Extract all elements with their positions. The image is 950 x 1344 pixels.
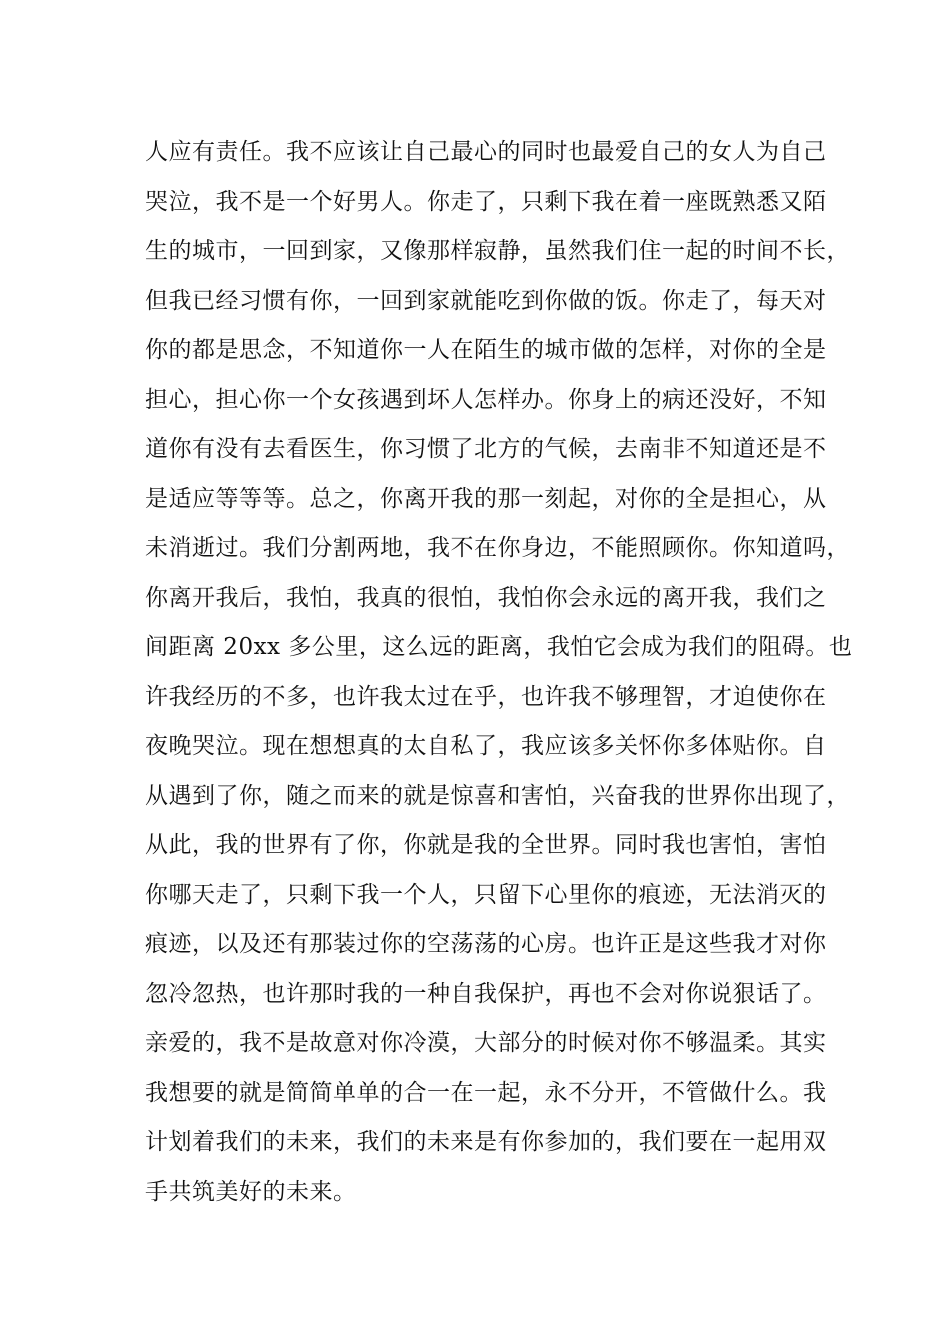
text-line: 计划着我们的未来，我们的未来是有你参加的，我们要在一起用双 <box>145 1129 827 1155</box>
text-line: 但我已经习惯有你，一回到家就能吃到你做的饭。你走了，每天对 <box>145 287 827 314</box>
text-line: 生的城市，一回到家，又像那样寂静，虽然我们住一起的时间不长， <box>145 238 850 264</box>
text-line: 道你有没有去看医生，你习惯了北方的气候，去南非不知道还是不 <box>145 436 827 462</box>
text-line: 人应有责任。我不应该让自己最心的同时也最爱自己的女人为自己 <box>145 139 827 165</box>
text-line: 我想要的就是简简单单的合一在一起，永不分开，不管做什么。我 <box>145 1079 827 1106</box>
text-line: 痕迹，以及还有那装过你的空荡荡的心房。也许正是这些我才对你 <box>145 931 827 957</box>
text-line: 你离开我后，我怕，我真的很怕，我怕你会永远的离开我，我们之 <box>145 584 827 611</box>
text-line: 你的都是思念，不知道你一人在陌生的城市做的怎样，对你的全是 <box>145 337 827 363</box>
text-line: 你哪天走了，只剩下我一个人，只留下心里你的痕迹，无法消灭的 <box>145 881 827 908</box>
text-line: 手共筑美好的未来。 <box>145 1178 357 1205</box>
text-line: 许我经历的不多，也许我太过在乎，也许我不够理智，才迫使你在 <box>145 683 827 710</box>
text-line: 从此，我的世界有了你，你就是我的全世界。同时我也害怕，害怕 <box>145 832 827 858</box>
body-text <box>145 132 853 1221</box>
text-line: 从遇到了你，随之而来的就是惊喜和害怕，兴奋我的世界你出现了， <box>145 782 850 809</box>
text-line: 担心，担心你一个女孩遇到坏人怎样办。你身上的病还没好，不知 <box>145 386 827 413</box>
text-line: 夜晚哭泣。现在想想真的太自私了，我应该多关怀你多体贴你。自 <box>145 733 827 759</box>
text-line: 未消逝过。我们分割两地，我不在你身边，不能照顾你。你知道吗， <box>145 535 850 561</box>
text-line: 是适应等等等。总之，你离开我的那一刻起，对你的全是担心，从 <box>145 485 827 512</box>
text-line: 哭泣，我不是一个好男人。你走了，只剩下我在着一座既熟悉又陌 <box>145 188 827 215</box>
text-line: 亲爱的，我不是故意对你冷漠，大部分的时候对你不够温柔。其实 <box>145 1030 827 1056</box>
text-line: 间距离 20xx 多公里，这么远的距离，我怕它会成为我们的阻碍。也 <box>145 634 853 660</box>
text-line: 忽冷忽热，也许那时我的一种自我保护，再也不会对你说狠话了。 <box>145 980 827 1007</box>
